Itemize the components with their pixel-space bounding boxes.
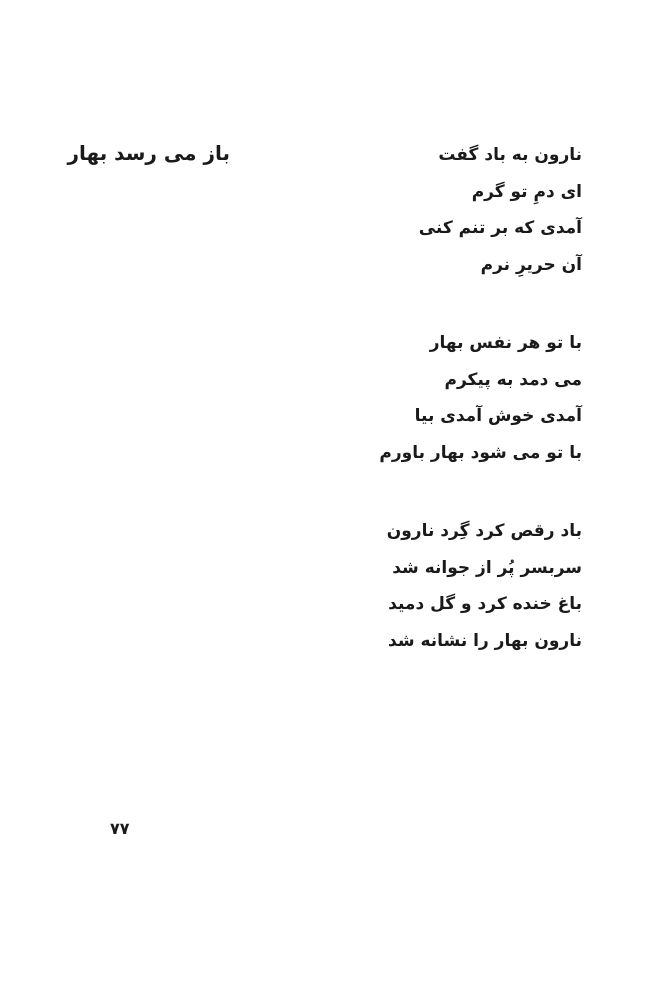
page-number: ۷۷ bbox=[110, 819, 130, 838]
poem-line: ای دمِ تو گرم bbox=[471, 181, 582, 202]
poem-line: با تو هر نفس بهار bbox=[429, 333, 582, 353]
poem-line: نارون بهار را نشانه شد bbox=[388, 630, 582, 651]
poem-line: آمدی خوش آمدی بیا bbox=[414, 406, 582, 426]
poem-line: باغ خنده کرد و گل دمید bbox=[388, 594, 582, 614]
poem-line: آن حریرِ نرم bbox=[480, 254, 582, 275]
poem-line: با تو می شود بهار باورم bbox=[379, 442, 582, 463]
poem-line: آمدی که بر تنم کنی bbox=[418, 218, 582, 238]
poem-body bbox=[322, 141, 582, 705]
poem-line: نارون به باد گفت bbox=[438, 145, 582, 165]
poem-line: می دمد به پیکرم bbox=[444, 369, 582, 390]
stanza-3 bbox=[322, 517, 582, 663]
poem-title: باز می رسد بهار bbox=[67, 141, 230, 165]
poem-line: باد رقص کرد گِرد نارون bbox=[386, 521, 582, 541]
stanza-2 bbox=[322, 329, 582, 475]
stanza-1 bbox=[322, 141, 582, 287]
poem-line: سربسر پُر از جوانه شد bbox=[392, 557, 582, 578]
